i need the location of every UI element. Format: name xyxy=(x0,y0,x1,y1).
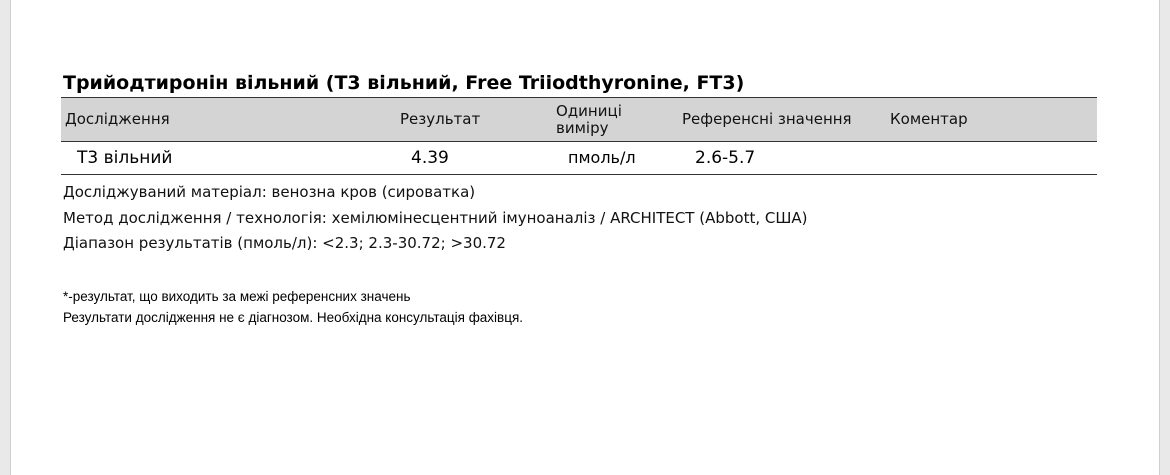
cell-reference: 2.6-5.7 xyxy=(695,147,756,168)
header-study: Дослідження xyxy=(65,110,170,128)
header-comment: Коментар xyxy=(890,110,968,128)
cell-result: 4.39 xyxy=(411,147,449,168)
range-note: Діапазон результатів (пмоль/л): <2.3; 2.3-30.72; >30.72 xyxy=(63,234,506,252)
table-header xyxy=(61,97,1097,142)
asterisk-note: *-результат, що виходить за межі референсних значень xyxy=(63,289,411,304)
disclaimer-note: Результати дослідження не є діагнозом. Необхідна консультація фахівця. xyxy=(63,310,524,325)
header-units: Одиниці виміру xyxy=(556,101,622,137)
cell-study: Т3 вільний xyxy=(77,147,173,168)
header-reference: Референсні значення xyxy=(682,110,852,128)
cell-units: пмоль/л xyxy=(568,148,636,167)
table-row xyxy=(61,142,1097,175)
document-page xyxy=(10,0,1160,475)
method-note: Метод дослідження / технологія: хемілюмінесцентний імуноаналіз / ARCHITECT (Abbott, США) xyxy=(63,209,808,227)
test-title: Трийодтиронін вільний (Т3 вільний, Free Triiodthyronine, FT3) xyxy=(63,72,745,94)
header-result: Результат xyxy=(400,110,481,128)
material-note: Досліджуваний матеріал: венозна кров (сироватка) xyxy=(63,183,476,201)
results-table xyxy=(61,97,1097,175)
